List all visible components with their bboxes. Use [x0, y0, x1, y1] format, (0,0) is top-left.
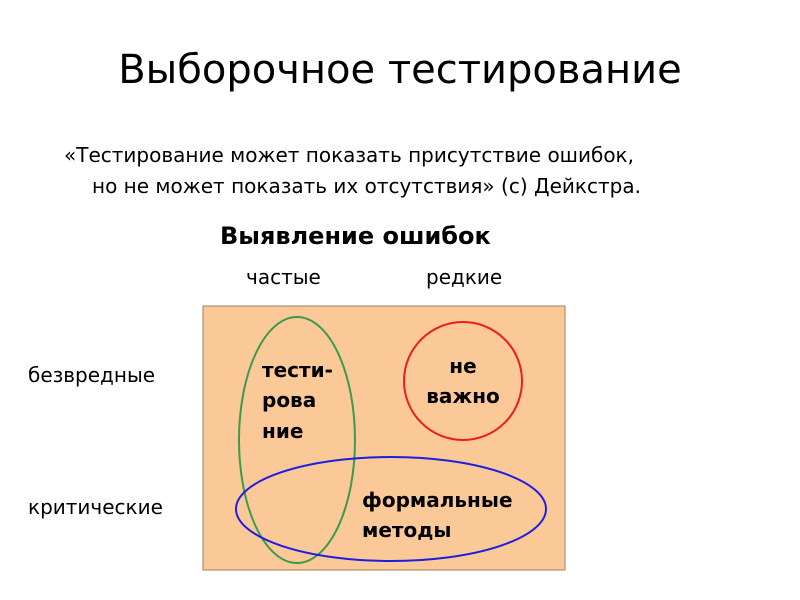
column-label-rare: редкие [426, 265, 503, 289]
testing-label-line-1: тести- [262, 358, 333, 382]
formal-methods-label-line-1: формальные [362, 488, 513, 512]
not-important-label-line-2: важно [426, 384, 500, 408]
testing-label-line-2: рова [262, 388, 317, 412]
column-label-frequent: частые [246, 265, 321, 289]
testing-label-line-3: ние [262, 419, 304, 443]
formal-methods-label-line-2: методы [362, 518, 452, 542]
quote-line-2: но не может показать их отсутствия» (с) Дейкстра. [92, 174, 641, 198]
row-label-critical: критические [28, 495, 163, 519]
quote-line-1: «Тестирование может показать присутствие ошибок, [64, 143, 634, 167]
diagram-heading: Выявление ошибок [220, 222, 491, 250]
row-label-harmless: безвредные [28, 363, 156, 387]
not-important-label-line-1: не [449, 354, 477, 378]
slide-title: Выборочное тестирование [118, 47, 682, 93]
